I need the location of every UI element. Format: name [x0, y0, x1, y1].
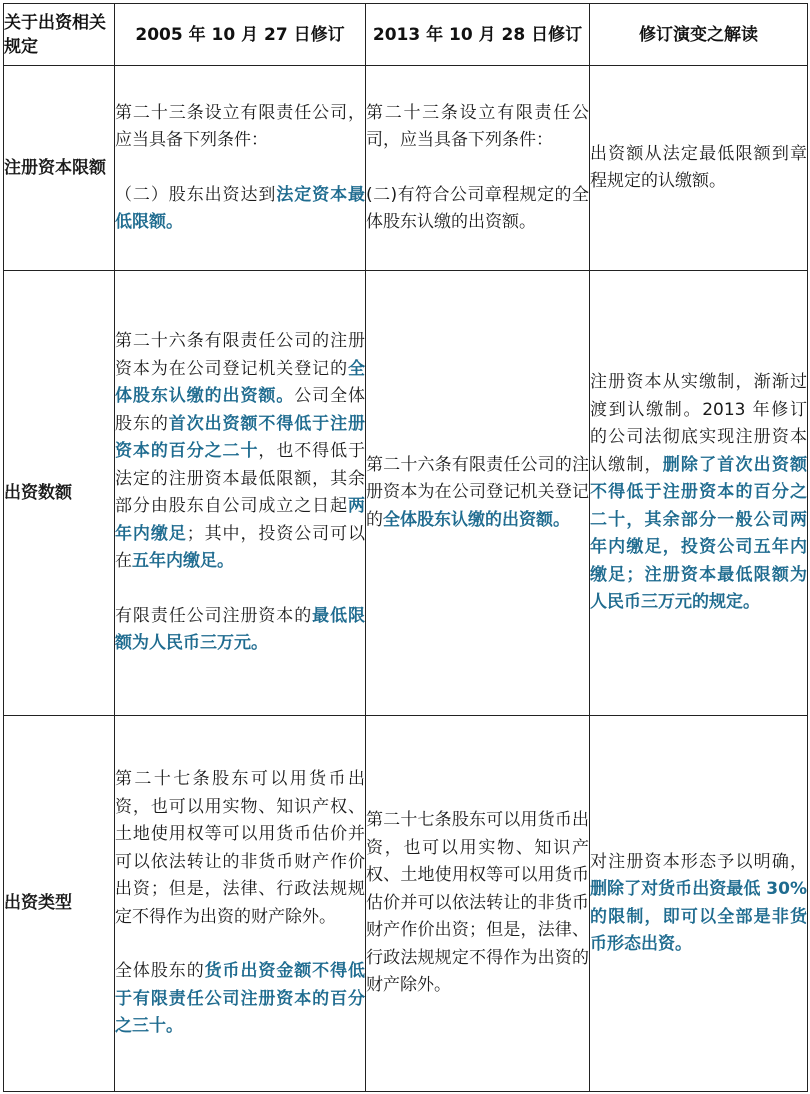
paragraph	[115, 182, 365, 237]
paragraph-gap	[115, 155, 365, 182]
paragraph	[115, 766, 365, 931]
highlighted-text: 全体股东认缴的出资额。	[383, 509, 570, 530]
text-span: 注册资本从实缴制，渐渐过渡到认缴制。2013 年修订的公司法彻底实现注册资本认缴制，	[590, 372, 807, 475]
paragraph	[115, 958, 365, 1041]
text-span: 出资额从法定最低限额到章程规定的认缴额。	[590, 143, 807, 191]
text-span: 第二十七条股东可以用货币出资，也可以用实物、知识产权、土地使用权等可以用货币估价并可以依法转让的非货币财产作价出资；但是，法律、行政法规规定不得作为出资的财产除外。	[115, 769, 365, 927]
highlighted-text: 删除了对货币出资最低 30%的限制，即可以全部是非货币形态出资。	[590, 879, 807, 954]
paragraph	[366, 100, 589, 155]
text-span: 有限责任公司注册资本的	[115, 605, 313, 626]
cell-interpretation	[590, 271, 808, 716]
paragraph-gap	[115, 576, 365, 603]
header-2005-revision: 2005 年 10 月 27 日修订	[115, 4, 366, 66]
paragraph	[366, 807, 589, 1000]
paragraph	[115, 100, 365, 155]
text-span: (二)有符合公司章程规定的全体股东认缴的出资额。	[366, 184, 589, 232]
cell-2013	[366, 716, 590, 1092]
cell-interpretation	[590, 716, 808, 1092]
text-span: 全体股东的	[115, 961, 205, 982]
text-span: ；其中，投资公司可以在	[115, 523, 366, 572]
header-row	[4, 4, 808, 66]
regulation-comparison-table	[3, 3, 808, 1092]
highlighted-text: 货币出资金额不得低于有限责任公司注册资本的百分之三十。	[115, 961, 366, 1037]
text-span: （二）股东出资达到	[115, 184, 277, 205]
text-span: 公司全体股东的	[115, 386, 366, 434]
highlighted-text: 两年内缴足	[115, 496, 365, 544]
highlighted-text: 法定资本最低限额。	[115, 184, 366, 232]
paragraph	[115, 328, 365, 576]
cell-2013	[366, 271, 590, 716]
paragraph-gap	[366, 155, 589, 182]
highlighted-text: 删除了首次出资额不得低于注册资本的百分之二十，其余部分一般公司两年内缴足，投资公司五年内缴足；注册资本最低限额为人民币三万元的规定。	[590, 454, 808, 613]
paragraph	[366, 182, 589, 237]
paragraph	[590, 369, 807, 617]
text-span: 第二十六条有限责任公司的注册资本为在公司登记机关登记的	[366, 454, 589, 530]
highlighted-text: 五年内缴足。	[132, 551, 234, 572]
row-label: 出资类型	[4, 716, 115, 1092]
table-row	[4, 66, 808, 271]
header-category: 关于出资相关规定	[4, 4, 115, 66]
text-span: 第二十六条有限责任公司的注册资本为在公司登记机关登记的	[115, 331, 365, 379]
cell-2005	[115, 716, 366, 1092]
header-2013-revision: 2013 年 10 月 28 日修订	[366, 4, 590, 66]
text-span: ，也不得低于法定的注册资本最低限额，其余部分由股东自公司成立之日起	[115, 441, 366, 517]
text-span: 对注册资本形态予以明确，	[590, 851, 807, 872]
cell-2013	[366, 66, 590, 271]
cell-2005	[115, 271, 366, 716]
table-row	[4, 716, 808, 1092]
paragraph	[115, 603, 365, 658]
highlighted-text: 全体股东认缴的出资额。	[115, 358, 365, 407]
highlighted-text: 首次出资额不得低于注册资本的百分之二十	[115, 413, 366, 462]
text-span: 第二十七条股东可以用货币出资，也可以用实物、知识产权、土地使用权等可以用货币估价并可以依法转让的非货币财产作价出资；但是，法律、行政法规规定不得作为出资的财产除外。	[366, 810, 589, 996]
row-label: 注册资本限额	[4, 66, 115, 271]
text-span: 第二十三条设立有限责任公司，应当具备下列条件：	[115, 102, 365, 150]
cell-2005	[115, 66, 366, 271]
paragraph	[366, 452, 589, 535]
highlighted-text: 最低限额为人民币三万元。	[115, 605, 366, 654]
cell-interpretation	[590, 66, 808, 271]
paragraph-gap	[115, 931, 365, 958]
paragraph	[590, 849, 807, 959]
paragraph	[590, 141, 807, 196]
table-row	[4, 271, 808, 716]
header-interpretation: 修订演变之解读	[590, 4, 808, 66]
text-span: 第二十三条设立有限责任公司，应当具备下列条件：	[366, 102, 589, 150]
row-label: 出资数额	[4, 271, 115, 716]
